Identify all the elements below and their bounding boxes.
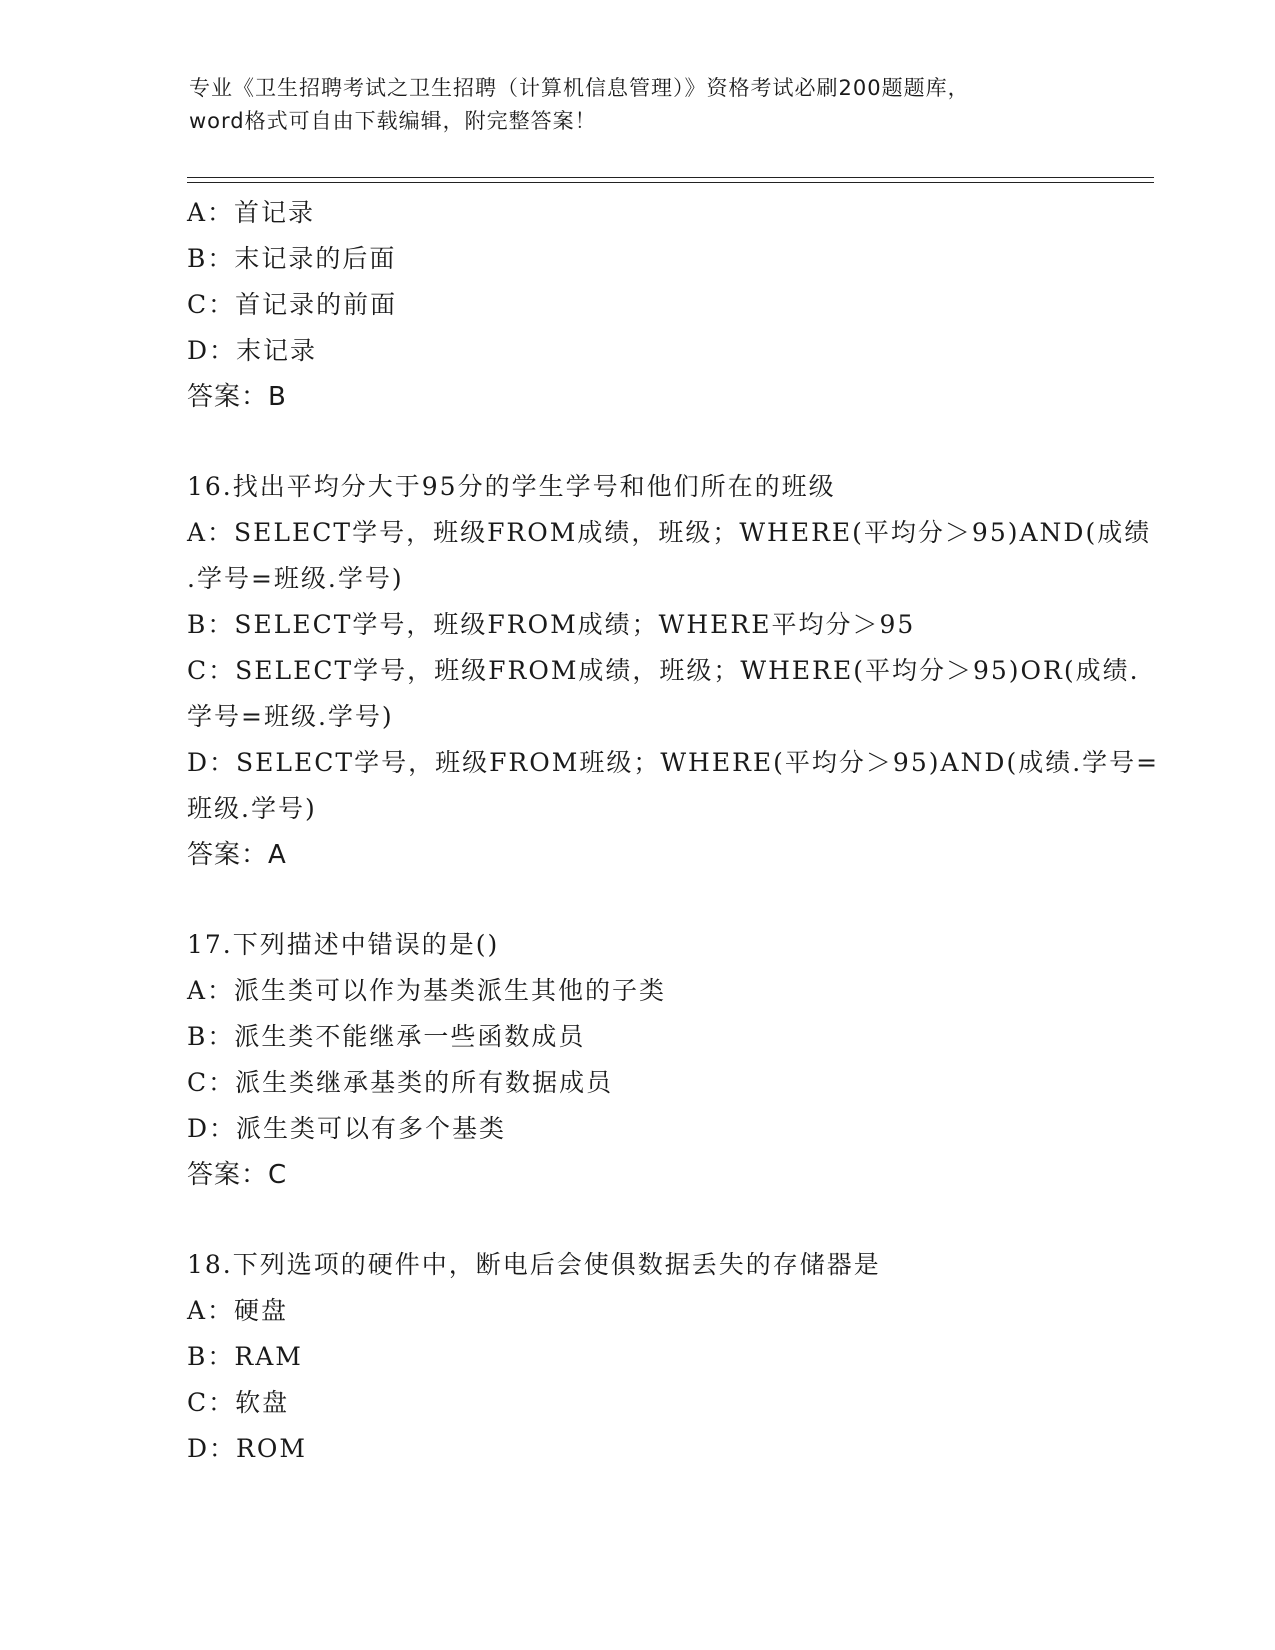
option-c-line-2: 学号=班级.学号) [187, 702, 394, 731]
option-d-line-1: D：SELECT学号，班级FROM班级；WHERE(平均分＞95)AND(成绩.学号= [187, 748, 1160, 777]
answer-line: 答案：B [187, 382, 287, 412]
option-b: B：派生类不能继承一些函数成员 [187, 1022, 586, 1051]
option-a-line-2: .学号=班级.学号) [187, 564, 404, 593]
header-line-2: word格式可自由下载编辑，附完整答案！ [189, 109, 597, 133]
option-a: A：首记录 [187, 198, 316, 227]
answer-line: 答案：C [187, 1160, 288, 1190]
option-d: D：末记录 [187, 336, 318, 365]
question-text: 18.下列选项的硬件中，断电后会使俱数据丢失的存储器是 [187, 1250, 881, 1279]
question-text: 17.下列描述中错误的是() [187, 930, 500, 959]
option-b: B：SELECT学号，班级FROM成绩；WHERE平均分＞95 [187, 610, 916, 639]
question-list [187, 190, 1160, 1472]
option-d-line-2: 班级.学号) [187, 794, 317, 823]
question-18 [187, 1242, 1087, 1472]
question-17 [187, 922, 1087, 1198]
option-a: A：硬盘 [187, 1296, 289, 1325]
answer-line: 答案：A [187, 840, 287, 870]
spacer [187, 878, 1087, 922]
question-text: 16.找出平均分大于95分的学生学号和他们所在的班级 [187, 472, 836, 501]
option-b: B：RAM [187, 1342, 303, 1371]
option-c: C：首记录的前面 [187, 290, 398, 319]
spacer [187, 420, 1087, 464]
question-16 [187, 464, 1160, 878]
option-b: B：末记录的后面 [187, 244, 397, 273]
question-15 [187, 190, 1087, 420]
option-c: C：软盘 [187, 1388, 290, 1417]
option-a-line-1: A：SELECT学号，班级FROM成绩，班级；WHERE(平均分＞95)AND(成绩 [187, 518, 1152, 547]
option-d: D：ROM [187, 1434, 307, 1463]
option-c: C：派生类继承基类的所有数据成员 [187, 1068, 614, 1097]
header-line-1: 专业《卫生招聘考试之卫生招聘（计算机信息管理）》资格考试必刷200题题库， [189, 76, 970, 100]
document-header [189, 72, 1089, 138]
header-divider-top [187, 177, 1154, 178]
option-d: D：派生类可以有多个基类 [187, 1114, 507, 1143]
option-c-line-1: C：SELECT学号，班级FROM成绩，班级；WHERE(平均分＞95)OR(成绩. [187, 656, 1140, 685]
option-a: A：派生类可以作为基类派生其他的子类 [187, 976, 667, 1005]
spacer [187, 1198, 1087, 1242]
header-divider-bottom [187, 182, 1154, 183]
